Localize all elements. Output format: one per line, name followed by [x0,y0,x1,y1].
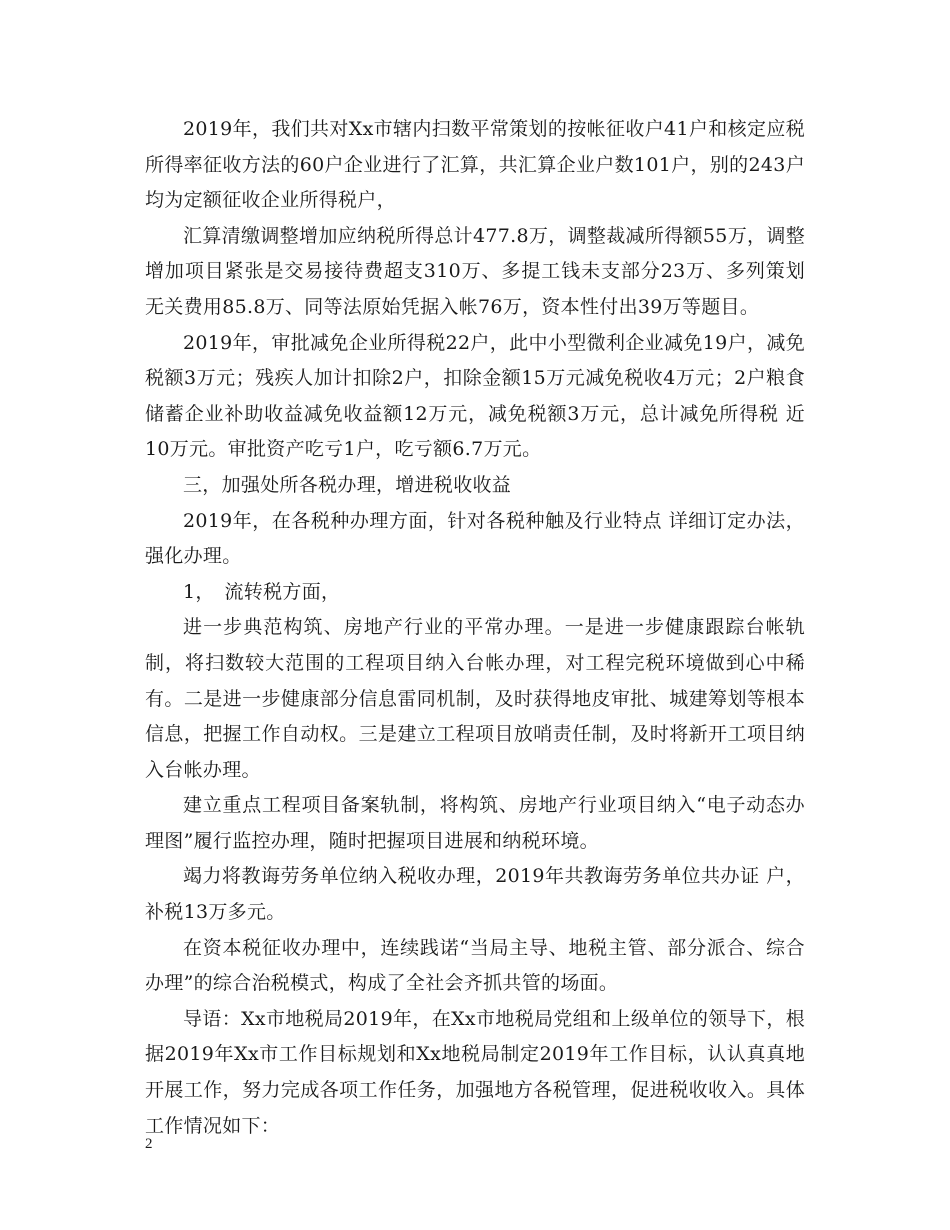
paragraph-7: 进一步典范构筑、房地产行业的平常办理。一是进一步健康跟踪台帐轨制，将扫数较大范围的工程项目纳入台帐办理，对工程完税环境做到心中稀有。二是进一步健康部分信息雷同机制，及时获得地皮审批、城建筹划等根本信息，把握工作自动权。三是建立工程项目放哨责任制，及时将新开工项目纳入台帐办理。 [145,616,805,781]
paragraph-5: 2019年，在各税种办理方面，针对各税种触及行业特点 详细订定办法，强化办理。 [145,509,805,568]
paragraph-8: 建立重点工程项目备案轨制，将构筑、房地产行业项目纳入“电子动态办理图”履行监控办理，随时把握项目进展和纳税环境。 [145,794,805,852]
paragraph-3: 2019年，审批减免企业所得税22户，此中小型微利企业减免19户，减免税额3万元；残疾人加计扣除2户，扣除金额15万元减免税收4万元；2户粮食储蓄企业补助收益减免收益额12万元，减免税额3万元，总计减免所得税 近10万元。审批资产吃亏1户，吃亏额6.7万元。 [145,331,805,461]
section-heading: 三，加强处所各税办理，增进税收收益 [183,473,512,496]
paragraph-1: 2019年，我们共对Xx市辖内扫数平常策划的按帐征收户41户和核定应税所得率征收方法的60户企业进行了汇算，共汇算企业户数101户，别的243户均为定额征收企业所得税户， [145,118,805,212]
paragraph-2: 汇算清缴调整增加应纳税所得总计477.8万，调整裁减所得额55万，调整增加项目紧张是交易接待费超支310万、多提工钱未支部分23万、多列策划无关费用85.8万、同等法原始凭据入帐76万，资本性付出39万等题目。 [145,224,805,318]
page-number: 2 [145,1136,153,1152]
paragraph-10: 在资本税征收办理中，连续践诺“当局主导、地税主管、部分派合、综合办理”的综合治税模式，构成了全社会齐抓共管的场面。 [145,936,805,995]
document-body [145,112,805,1144]
paragraph-9: 竭力将教诲劳务单位纳入税收办理，2019年共教诲劳务单位共办证 户，补税13万多元。 [145,865,805,924]
paragraph-11: 导语：Xx市地税局2019年，在Xx市地税局党组和上级单位的领导下，根据2019年Xx市工作目标规划和Xx地税局制定2019年工作目标，认认真真地开展工作，努力完成各项工作任务，加强地方各税管理，促进税收收入。具体工作情况如下： [145,1007,805,1137]
subsection-heading: 1， 流转税方面， [183,580,341,603]
